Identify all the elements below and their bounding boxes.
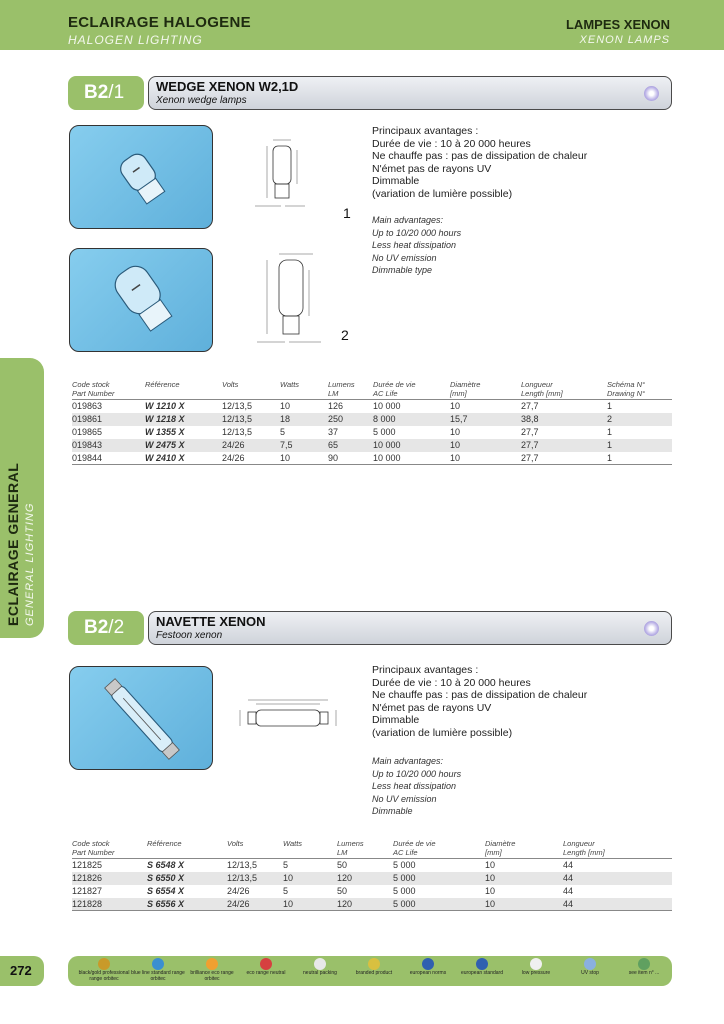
col-header: Volts: [222, 380, 239, 389]
neutral-packing-icon: [314, 958, 326, 970]
bulb-dot-icon: [644, 621, 659, 636]
footer-legend-label: european standard: [461, 970, 503, 976]
col-header: Lumens LM: [328, 380, 355, 398]
footer-legend-item: [616, 958, 672, 977]
wedge-bulb-large-icon: [70, 249, 213, 352]
footer-legend-item: [130, 958, 186, 982]
branded-product-icon: [368, 958, 380, 970]
col-header: Code stock Part Number: [72, 839, 115, 857]
footer-legend-label: european norms: [409, 970, 447, 976]
festoon-lamp-photo: [69, 666, 213, 770]
table-row: 121828 S 6556 X 24/26 10 120 5 000 10 44: [72, 898, 672, 911]
section2-title: NAVETTE XENON: [156, 614, 266, 629]
adv-fr-line: (variation de lumière possible): [372, 726, 513, 739]
table-row: 019844 W 2410 X 24/26 10 90 10 000 10 27,7 1: [72, 452, 672, 465]
col-header: Durée de vie AC Life: [393, 839, 436, 857]
technical-drawing-1: [245, 132, 325, 217]
footer-legend: [68, 956, 672, 986]
section2-code-tab: [68, 611, 144, 645]
col-header: Référence: [147, 839, 182, 848]
section2-advantages-fr: [372, 664, 587, 739]
col-header: Longueur Length [mm]: [521, 380, 563, 398]
table-row: 019863 W 1210 X 12/13,5 10 126 10 000 10 27,7 1: [72, 401, 613, 412]
adv-fr-line: N'émet pas de rayons UV: [372, 701, 492, 714]
footer-legend-label: UV stop: [581, 970, 599, 976]
footer-legend-label: blue line standard range orbitec: [131, 970, 185, 982]
drawing-number-2: 2: [341, 327, 349, 343]
header-left-subtitle: HALOGEN LIGHTING: [68, 33, 203, 47]
col-header: Lumens LM: [337, 839, 364, 857]
table-row: 019865 W 1355 X 12/13,5 5 37 5 000 10 27,7 1: [72, 427, 613, 437]
section2-title-bar: [148, 611, 672, 645]
adv-fr-line: Durée de vie : 10 à 20 000 heures: [372, 676, 531, 689]
col-header: Durée de vie AC Life: [373, 380, 416, 398]
uv-stop-icon: [584, 958, 596, 970]
wedge-lamp-photo-2: [69, 248, 213, 352]
table-row: 121825 S 6548 X 12/13,5 5 50 5 000 10 44: [72, 860, 574, 871]
european-standard-icon: [476, 958, 488, 970]
footer-legend-item: [400, 958, 456, 977]
side-category-tab: [0, 358, 44, 638]
adv-fr-line: Ne chauffe pas : pas de dissipation de chaleur: [372, 150, 588, 162]
drawing-number-1: 1: [343, 205, 351, 221]
col-header: Diamètre [mm]: [450, 380, 481, 398]
footer-legend-label: branded product: [355, 970, 393, 976]
technical-drawing-2: [245, 250, 335, 350]
table-row: 121827 S 6554 X 24/26 5 50 5 000 10 44: [72, 886, 574, 896]
section1-subtitle: Xenon wedge lamps: [156, 95, 247, 106]
adv-fr-line: (variation de lumière possible): [372, 187, 513, 200]
col-header: Watts: [280, 380, 300, 389]
col-header: Code stock Part Number: [72, 380, 115, 398]
adv-en-line: Dimmable type: [372, 265, 433, 275]
header-right-subtitle: XENON LAMPS: [579, 34, 670, 46]
adv-fr-line: Principaux avantages :: [372, 664, 479, 676]
blue-line-icon: [152, 958, 164, 970]
side-tab-subtitle: GENERAL LIGHTING: [24, 502, 36, 626]
footer-legend-label: brilliance eco range orbitec: [190, 970, 234, 982]
footer-legend-item: [76, 958, 132, 982]
adv-fr-line: N'émet pas de rayons UV: [372, 162, 492, 175]
header-left-title: ECLAIRAGE HALOGENE: [68, 14, 251, 31]
footer-legend-item: [238, 958, 294, 977]
section2-subtitle: Festoon xenon: [156, 630, 223, 641]
footer-legend-label: neutral packing: [303, 970, 337, 976]
adv-en-line: Less heat dissipation: [372, 240, 457, 250]
page-number: 272: [10, 963, 32, 978]
festoon-bulb-icon: [70, 667, 213, 770]
table-header-row: [72, 380, 672, 400]
table-row: 121826 S 6550 X 12/13,5 10 120 5 000 10 44: [72, 872, 672, 885]
footer-legend-item: [454, 958, 510, 977]
col-header: Volts: [227, 839, 244, 848]
footer-legend-item: [184, 958, 240, 982]
footer-legend-item: [508, 958, 564, 977]
adv-fr-line: Durée de vie : 10 à 20 000 heures: [372, 137, 531, 150]
adv-en-line: Up to 10/20 000 hours: [372, 227, 462, 238]
section1-code-tab: [68, 76, 144, 110]
footer-legend-label: low pressure: [521, 970, 551, 976]
section1-code-sub: /1: [108, 82, 125, 103]
section1-table: [72, 380, 672, 465]
footer-legend-item: [346, 958, 402, 977]
adv-fr-line: Dimmable: [372, 714, 420, 726]
side-tab-title: ECLAIRAGE GENERAL: [5, 462, 21, 626]
table-row: 019843 W 2475 X 24/26 7,5 65 10 000 10 27,7 1: [72, 439, 672, 452]
wedge-bulb-icon: [70, 126, 213, 229]
col-header: Schéma N° Drawing N°: [607, 380, 646, 398]
brilliance-icon: [206, 958, 218, 970]
adv-en-line: No UV emission: [372, 252, 437, 263]
table-row: 019861 W 1218 X 12/13,5 18 250 8 000 15,7 38,8 2: [72, 413, 672, 426]
eco-range-icon: [260, 958, 272, 970]
see-item-icon: [638, 958, 650, 970]
section2-code-main: B2: [84, 617, 109, 638]
adv-en-line: Dimmable: [372, 806, 413, 816]
adv-en-line: Main advantages:: [372, 215, 444, 225]
european-norms-icon: [422, 958, 434, 970]
section2-table: [72, 839, 672, 911]
wedge-lamp-photo-1: [69, 125, 213, 229]
black-gold-icon: [98, 958, 110, 970]
adv-en-line: Up to 10/20 000 hours: [372, 768, 462, 779]
technical-drawing-festoon: [218, 690, 368, 750]
footer-legend-item: [562, 958, 618, 977]
col-header: Diamètre [mm]: [485, 839, 516, 857]
col-header: Watts: [283, 839, 303, 848]
page-number-tab: [0, 956, 44, 986]
low-pressure-icon: [530, 958, 542, 970]
header-right-title: LAMPES XENON: [565, 17, 670, 32]
footer-legend-label: see item n° ...: [628, 970, 660, 976]
adv-fr-line: Ne chauffe pas : pas de dissipation de chaleur: [372, 689, 588, 701]
footer-legend-item: [292, 958, 348, 977]
bulb-dot-icon: [644, 86, 659, 101]
footer-legend-label: black/gold professional range orbitec: [78, 970, 130, 982]
section2-advantages-en: [372, 755, 461, 818]
col-header: Référence: [145, 380, 180, 389]
section1-code-main: B2: [84, 82, 109, 103]
section2-code-sub: /2: [108, 617, 125, 638]
section1-title-bar: [148, 76, 672, 110]
adv-en-line: Less heat dissipation: [372, 781, 457, 791]
section1-advantages-fr: [372, 125, 587, 200]
table-header-row: [72, 839, 672, 859]
page-header: [0, 0, 724, 50]
section1-title: WEDGE XENON W2,1D: [156, 79, 299, 94]
section1-advantages-en: [372, 214, 461, 277]
footer-legend-label: eco range neutral: [246, 970, 286, 976]
col-header: Longueur Length [mm]: [563, 839, 605, 857]
adv-fr-line: Principaux avantages :: [372, 125, 479, 137]
adv-fr-line: Dimmable: [372, 175, 420, 187]
adv-en-line: No UV emission: [372, 793, 437, 804]
adv-en-line: Main advantages:: [372, 756, 444, 766]
